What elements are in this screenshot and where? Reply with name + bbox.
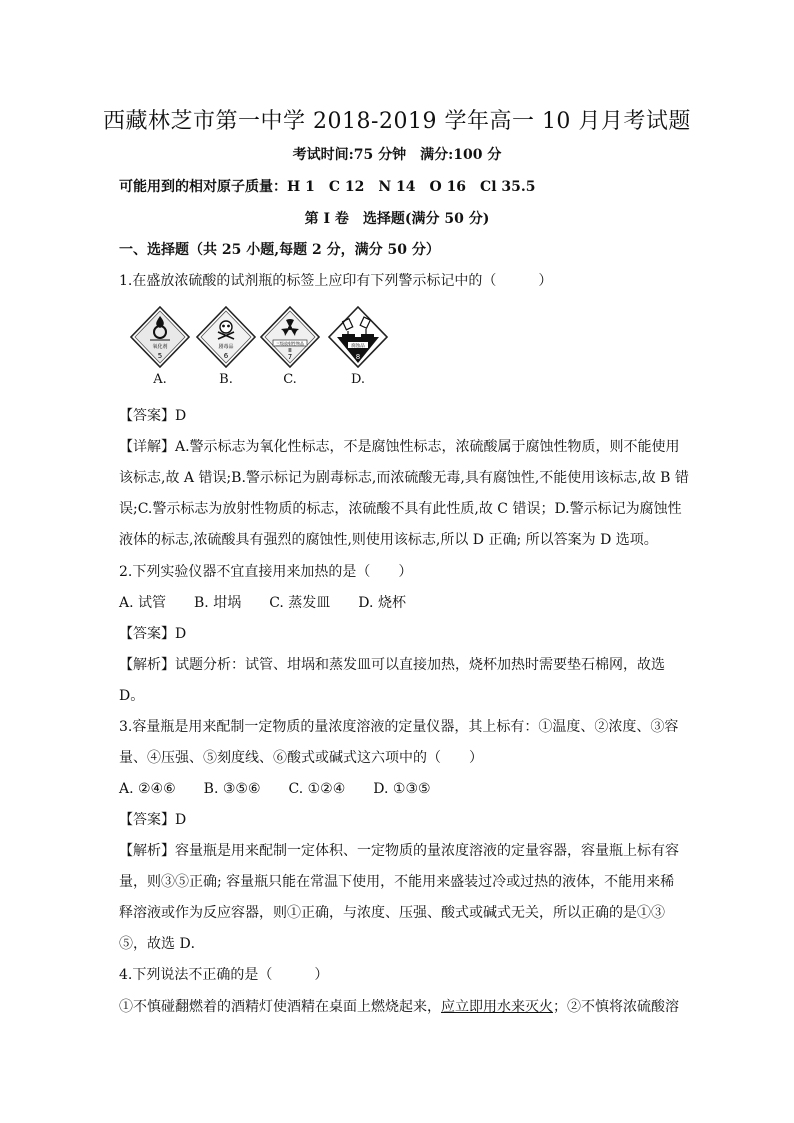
q3-explain-line: 释溶液或作为反应容器，则①正确，与浓度、压强、酸式或碱式无关，所以正确的是①③ [119,905,665,921]
q3-stem-line: 3.容量瓶是用来配制一定物质的量浓度溶液的定量仪器，其上标有：①温度、②浓度、③容 [119,719,679,735]
corrosive-icon [328,306,388,368]
part-title: 第 I 卷 选择题(满分 50 分) [304,211,490,227]
sign-option-c [260,306,320,387]
q1-explain-line: 误;C.警示标志为放射性物质的标志，浓硫酸不具有此性质,故 C 错误；D.警示标记为腐蚀性 [119,501,682,517]
svg-text:8: 8 [355,353,361,361]
radiation-trefoil-icon [260,306,320,368]
section-title: 一、选择题（共 25 小题,每题 2 分，满分 50 分） [119,242,440,258]
q1-stem: 1.在盛放浓硫酸的试剂瓶的标签上应印有下列警示标记中的（ ） [119,273,553,289]
q4-text-a: ①不慎碰翻燃着的酒精灯使酒精在桌面上燃烧起来， [119,999,441,1015]
q2-stem: 2.下列实验仪器不宜直接用来加热的是（ ） [119,564,413,580]
svg-text:5: 5 [157,352,163,360]
sign-option-d [328,306,388,387]
option-letter-b: B. [219,372,233,387]
sign-option-b [196,306,256,387]
hazard-signs [130,306,390,388]
q3-explain-line: 【解析】容量瓶是用来配制一定体积、一定物质的量浓度溶液的定量容器，容量瓶上标有容 [119,843,679,859]
option-letter-d: D. [350,372,366,387]
q4-stem: 4.下列说法不正确的是（ ） [119,967,329,983]
svg-text:三级放射性物品: 三级放射性物品 [276,340,304,346]
q3-options: A. ②④⑥ B. ③⑤⑥ C. ①②④ D. ①③⑤ [119,781,431,797]
svg-text:Ⅲ: Ⅲ [288,348,292,354]
svg-text:6: 6 [223,352,229,360]
q4-statement-line [119,996,679,1016]
q1-answer: 【答案】D [119,408,187,424]
svg-text:腐蚀品: 腐蚀品 [351,344,365,349]
svg-text:7: 7 [287,353,293,361]
oxidizer-flame-icon [130,306,190,368]
svg-text:氧化剂: 氧化剂 [152,344,168,350]
skull-crossbones-icon [196,306,256,368]
q2-answer: 【答案】D [119,626,187,642]
q1-explain-line: 【详解】A.警示标志为氧化性标志，不是腐蚀性标志，浓硫酸属于腐蚀性物质，则不能使用 [119,439,680,455]
exam-title: 西藏林芝市第一中学 2018-2019 学年高一 10 月月考试题 [103,109,691,134]
q2-explain-line: 【解析】试题分析：试管、坩埚和蒸发皿可以直接加热，烧杯加热时需要垫石棉网，故选 [119,657,665,673]
q3-stem-line: 量、④压强、⑤刻度线、⑥酸式或碱式这六项中的（ ） [119,750,483,766]
atomic-masses: 可能用到的相对原子质量：H 1 C 12 N 14 O 16 Cl 35.5 [119,179,536,195]
q4-text-underlined: 应立即用水来灭火 [441,999,553,1015]
q1-explain-line: 该标志,故 A 错误;B.警示标记为剧毒标志,而浓硫酸无毒,具有腐蚀性,不能使用该标志,故 B 错 [119,470,689,486]
svg-text:剧毒品: 剧毒品 [218,344,234,350]
option-letter-c: C. [283,372,297,387]
q1-explain-line: 液体的标志,浓硫酸具有强烈的腐蚀性,则使用该标志,所以 D 正确; 所以答案为 D 选项。 [119,532,658,548]
q4-text-c: ；②不慎将浓硫酸溶 [553,999,679,1015]
q3-answer: 【答案】D [119,812,187,828]
exam-time-info: 考试时间:75 分钟 满分:100 分 [292,147,502,163]
option-letter-a: A. [153,372,167,387]
q3-explain-line: 量，则③⑤正确; 容量瓶只能在常温下使用，不能用来盛装过冷或过热的液体，不能用来稀 [119,874,675,890]
sign-option-a [130,306,190,387]
q2-options: A. 试管 B. 坩埚 C. 蒸发皿 D. 烧杯 [119,595,406,611]
q3-explain-line: ⑤，故选 D． [119,936,205,952]
q2-explain-line: D。 [119,688,145,704]
